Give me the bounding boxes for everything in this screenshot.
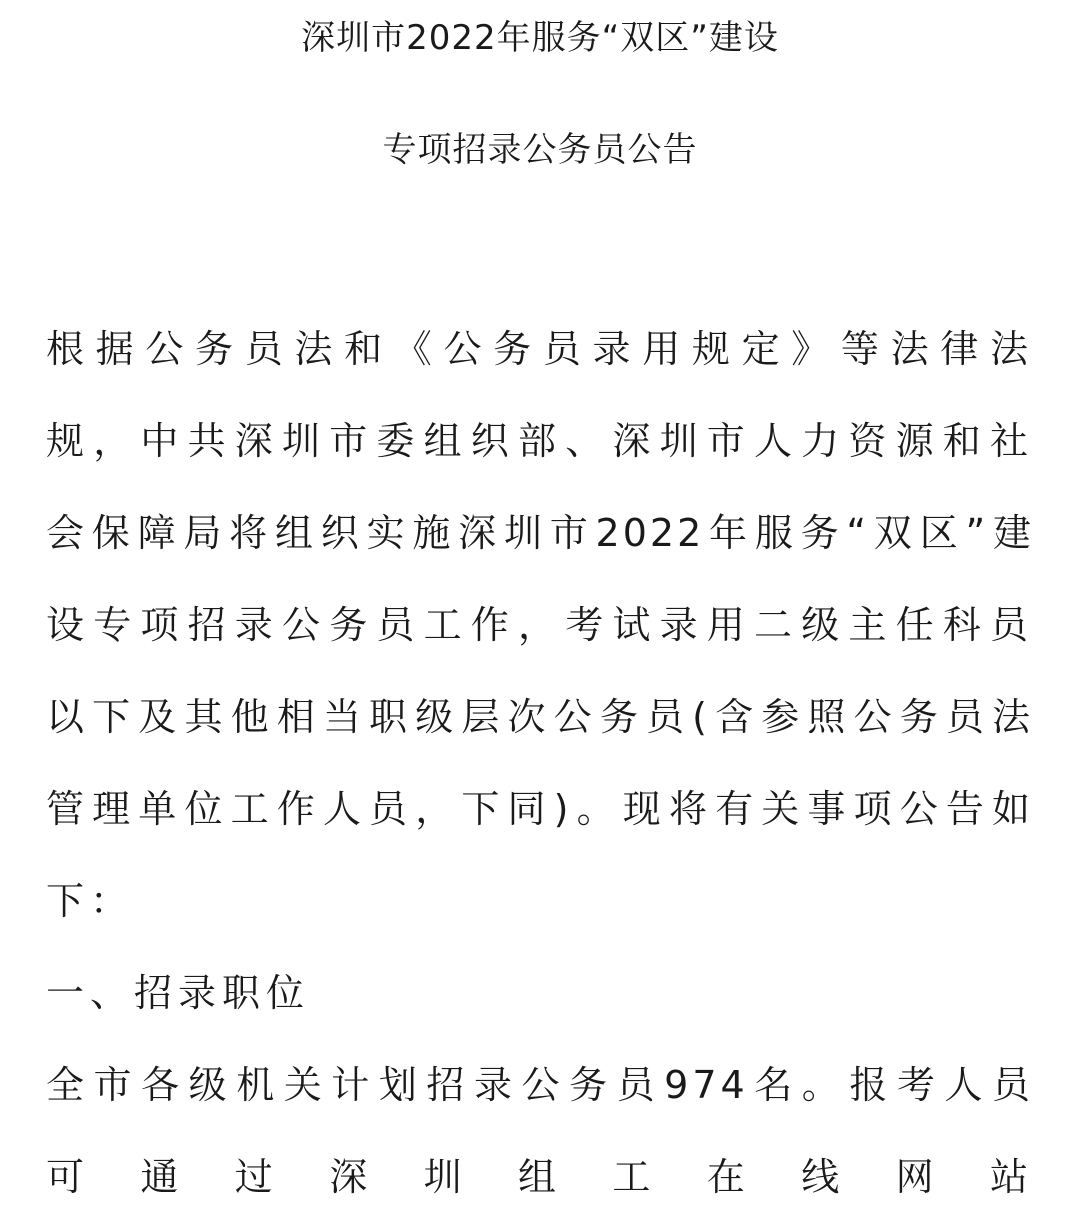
body-paragraph-line-5: 以下及其他相当职级层次公务员(含参照公务员法: [46, 695, 1034, 739]
document-title-line-1: 深圳市2022年服务“双区”建设: [301, 18, 779, 58]
body-paragraph-line-1: 根据公务员法和《公务员录用规定》等法律法: [46, 327, 1034, 371]
section-paragraph-line-2: 可通过深圳组工在线网站: [46, 1155, 1034, 1199]
document-title-line-2: 专项招录公务员公告: [382, 130, 698, 170]
body-paragraph-line-6: 管理单位工作人员，下同)。现将有关事项公告如: [46, 787, 1034, 831]
body-paragraph-line-4: 设专项招录公务员工作，考试录用二级主任科员: [46, 603, 1034, 647]
body-paragraph-line-7: 下：: [46, 879, 135, 923]
section-heading-positions: 一、招录职位: [46, 971, 311, 1015]
section-paragraph-line-1: 全市各级机关计划招录公务员974名。报考人员: [46, 1063, 1034, 1107]
body-paragraph-line-3: 会保障局将组织实施深圳市2022年服务“双区”建: [46, 511, 1034, 555]
body-paragraph-line-2: 规，中共深圳市委组织部、深圳市人力资源和社: [46, 419, 1034, 463]
